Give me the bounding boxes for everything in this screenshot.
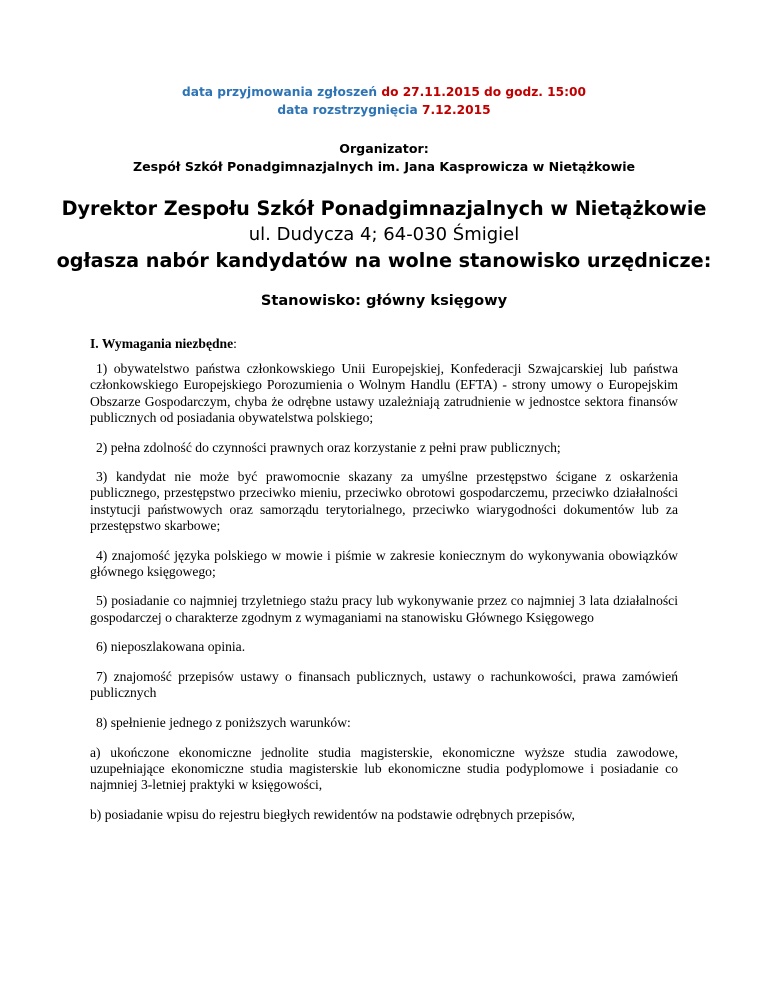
acceptance-date-line [0, 83, 768, 101]
organizer-name: Zespół Szkół Ponadgimnazjalnych im. Jana Kasprowicza w Nietążkowie [132, 158, 636, 174]
requirement-item: 5) posiadanie co najmniej trzyletniego stażu pracy lub wykonywanie przez co najmniej 3 lata działalności gospodarczej o charakterze zgodnym z wymaganiami na stanowisku Głównego Księgowego [90, 593, 678, 625]
section-heading-colon: : [233, 336, 237, 351]
title-announcement: ogłasza nabór kandydatów na wolne stanowisko urzędnicze: [56, 249, 712, 272]
acceptance-value: do 27.11.2015 do godz. 15:00 [381, 85, 586, 99]
requirements-section [90, 336, 678, 836]
section-heading [90, 336, 678, 352]
requirement-item: 3) kandydat nie może być prawomocnie skazany za umyślne przestępstwo ścigane z oskarżenia publicznego, przestępstwo przeciwko mieniu, przeciwko obrotowi gospodarczemu, przeciwko działalności instytucji państwowych oraz samorządu terytorialnego, przeciwko wiarygodności dokumentów lub za przestępstwo skarbowe; [90, 469, 678, 533]
requirement-subitem: a) ukończone ekonomiczne jednolite studia magisterskie, ekonomiczne wyższe studia zawodowe, uzupełniające ekonomiczne studia magisterskie lub ekonomiczne studia podyplomowe i posiadanie co najmniej 3-letniej praktyki w księgowości, [90, 744, 678, 793]
dates-header [0, 83, 768, 119]
requirement-item: 4) znajomość języka polskiego w mowie i piśmie w zakresie koniecznym do wykonywania obowiązków głównego księgowego; [90, 547, 678, 579]
section-heading-text: I. Wymagania niezbędne [90, 336, 234, 351]
requirement-item: 8) spełnienie jednego z poniższych warunków: [96, 714, 351, 730]
requirement-item: 1) obywatelstwo państwa członkowskiego Unii Europejskiej, Konfederacji Szwajcarskiej lub państwa członkowskiego Europejskiego Porozumienia o Wolnym Handlu (EFTA) - strony umowy o Europejskim Obszarze Gospodarczym, chyba że odrębne ustawy uzależniają zatrudnienie w jednostce sektora finansów publicznych od posiadania obywatelstwa polskiego; [90, 361, 678, 425]
announcement-title [0, 196, 768, 274]
requirement-item: 6) nieposzlakowana opinia. [96, 639, 246, 655]
requirement-item: 7) znajomość przepisów ustawy o finansach publicznych, ustawy o rachunkowości, prawa zamówień publicznych [90, 669, 678, 701]
organizer-block [0, 140, 768, 175]
title-address: ul. Dudycza 4; 64-030 Śmigiel [248, 224, 520, 245]
decision-value: 7.12.2015 [421, 103, 491, 117]
requirement-item: 2) pełna zdolność do czynności prawnych oraz korzystanie z pełni praw publicznych; [96, 439, 561, 455]
decision-label: data rozstrzygnięcia [277, 103, 418, 117]
acceptance-label: data przyjmowania zgłoszeń [182, 85, 378, 99]
position-heading: Stanowisko: główny księgowy [260, 292, 508, 309]
title-director: Dyrektor Zespołu Szkół Ponadgimnazjalnych w Nietążkowie [61, 197, 707, 220]
requirement-subitem: b) posiadanie wpisu do rejestru biegłych rewidentów na podstawie odrębnych przepisów, [90, 806, 575, 822]
decision-date-line [0, 101, 768, 119]
organizer-heading: Organizator: [339, 141, 429, 156]
